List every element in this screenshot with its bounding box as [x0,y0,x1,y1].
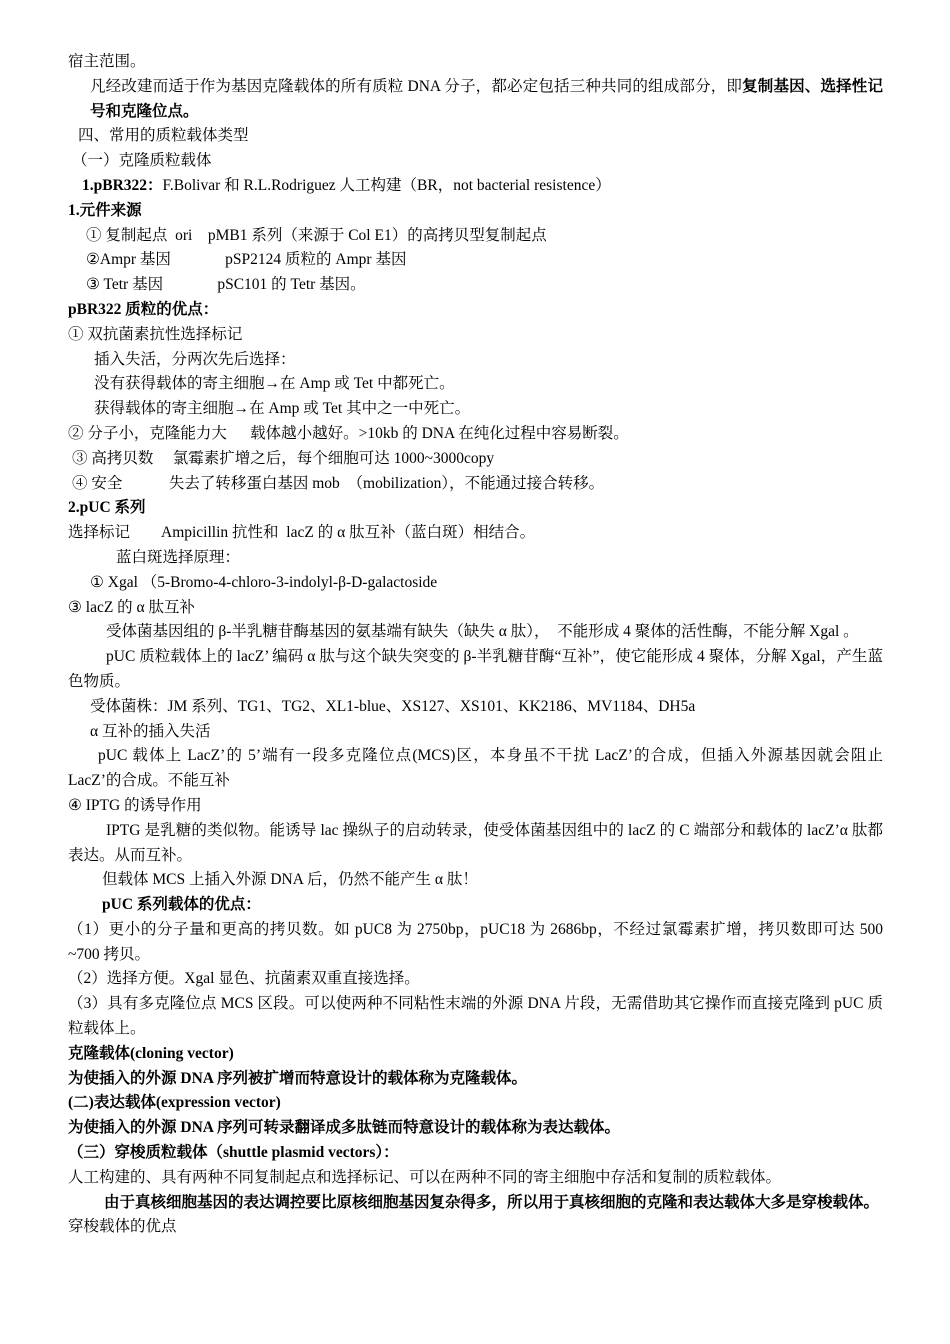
bold-heading: (二)表达载体(expression vector) [68,1094,281,1112]
text-line: 宿主范围。 [68,53,146,70]
subsection-heading: （一）克隆质粒载体 [72,152,212,170]
bold-heading: 1.元件来源 [68,201,142,219]
list-item: ③ Tetr 基因 pSC101 的 Tetr 基因。 [86,276,366,294]
text-line: 获得载体的寄主细胞→在 Amp 或 Tet 其中之一中死亡。 [94,400,471,418]
bold-text-run: 复制基因、选择性记号和克隆位点。 [90,77,883,120]
bold-paragraph [68,1191,883,1216]
paragraph [68,645,883,695]
bold-heading: （三）穿梭质粒载体（shuttle plasmid vectors）： [68,1144,399,1162]
list-item: ① 复制起点 ori pMB1 系列（来源于 Col E1）的高拷贝型复制起点 [86,226,547,244]
list-item: （1）更小的分子量和更高的拷贝数。如 pUC8 为 2750bp，pUC18 为 2686bp，不经过氯霉素扩增，拷贝数即可达 500 ~700 拷贝。 [68,920,887,963]
paragraph [68,174,883,199]
list-item: ③ lacZ 的 α 肽互补 [68,598,196,616]
section-heading: 四、常用的质粒载体类型 [78,127,249,145]
text-run: 凡经改建而适于作为基因克隆载体的所有质粒 DNA 分子，都必定包括三种共同的组成部分，即 [90,77,743,95]
paragraph [68,620,883,645]
document-page [68,50,887,1240]
text-run: 受体菌基因组的 β-半乳糖苷酶基因的氨基端有缺失（缺失 α 肽）， 不能形成 4 聚体的活性酶，不能分解 Xgal 。 [106,623,859,641]
list-item: ① Xgal （5-Bromo-4-chloro-3-indolyl-β-D-galactoside [90,573,438,591]
bold-heading: pUC 系列载体的优点： [102,896,261,914]
bold-text-line: 为使插入的外源 DNA 序列可转录翻译成多肽链而特意设计的载体称为表达载体。 [68,1119,620,1137]
text-line: 蓝白斑选择原理： [116,548,241,566]
list-item: （3）具有多克隆位点 MCS 区段。可以使两种不同粘性末端的外源 DNA 片段，无需借助其它操作而直接克隆到 pUC 质粒载体上。 [68,995,883,1038]
list-item: （2）选择方便。Xgal 显色、抗菌素双重直接选择。 [68,970,420,988]
text-line: 没有获得载体的寄主细胞→在 Amp 或 Tet 中都死亡。 [94,375,455,393]
bold-heading: 克隆载体(cloning vector) [68,1044,234,1062]
text-line: 但载体 MCS 上插入外源 DNA 后，仍然不能产生 α 肽！ [102,871,478,889]
text-run: 由于真核细胞基因的表达调控要比原核细胞基因复杂得多，所以用于真核细胞的克隆和表达载体大多是穿梭载体。 [104,1193,880,1211]
paragraph [68,744,887,794]
text-line: 选择标记 Ampicillin 抗性和 lacZ 的 α 肽互补（蓝白斑）相结合。 [68,524,536,542]
text-line: 插入失活，分两次先后选择： [94,350,296,368]
text-run: pUC 载体上 LacZ’的 5’端有一段多克隆位点(MCS)区，本身虽不干扰 LacZ’的合成，但插入外源基因就会阻止 LacZ’的合成。不能互补 [68,747,887,790]
bold-text-line: 为使插入的外源 DNA 序列被扩增而特意设计的载体称为克隆载体。 [68,1069,527,1087]
bold-heading: 2.pUC 系列 [68,499,146,517]
list-item: ③ 高拷贝数 氯霉素扩增之后，每个细胞可达 1000~3000copy [72,449,495,467]
paragraph [68,819,883,869]
text-run: IPTG 是乳糖的类似物。能诱导 lac 操纵子的启动转录，使受体菌基因组中的 lacZ 的 C 端部分和载体的 lacZ’α 肽都表达。从而互补。 [68,821,883,864]
bold-text-run: 1.pBR322： [82,176,163,194]
text-line: α 互补的插入失活 [90,722,211,740]
text-line: 受体菌株：JM 系列、TG1、TG2、XL1-blue、XS127、XS101、KK2186、MV1184、DH5a [90,697,696,715]
text-line: 穿梭载体的优点 [68,1218,177,1236]
text-run: F.Bolivar 和 R.L.Rodriguez 人工构建（BR，not bacterial resistence） [162,176,611,194]
list-item: ④ IPTG 的诱导作用 [68,796,202,814]
list-item: ① 双抗菌素抗性选择标记 [68,325,243,343]
list-item: ④ 安全 失去了转移蛋白基因 mob （mobilization），不能通过接合转移。 [72,474,605,492]
text-line: 人工构建的、具有两种不同复制起点和选择标记、可以在两种不同的寄主细胞中存活和复制的质粒载体。 [68,1168,782,1186]
paragraph [68,75,883,125]
list-item: ② 分子小，克隆能力大 载体越小越好。>10kb 的 DNA 在纯化过程中容易断裂。 [68,424,629,442]
text-run: pUC 质粒载体上的 lacZ’ 编码 α 肽与这个缺失突变的 β-半乳糖苷酶“互补”，使它能形成 4 聚体，分解 Xgal，产生蓝色物质。 [68,648,883,690]
bold-heading: pBR322 质粒的优点： [68,300,219,318]
list-item: ②Ampr 基因 pSP2124 质粒的 Ampr 基因 [86,251,407,269]
